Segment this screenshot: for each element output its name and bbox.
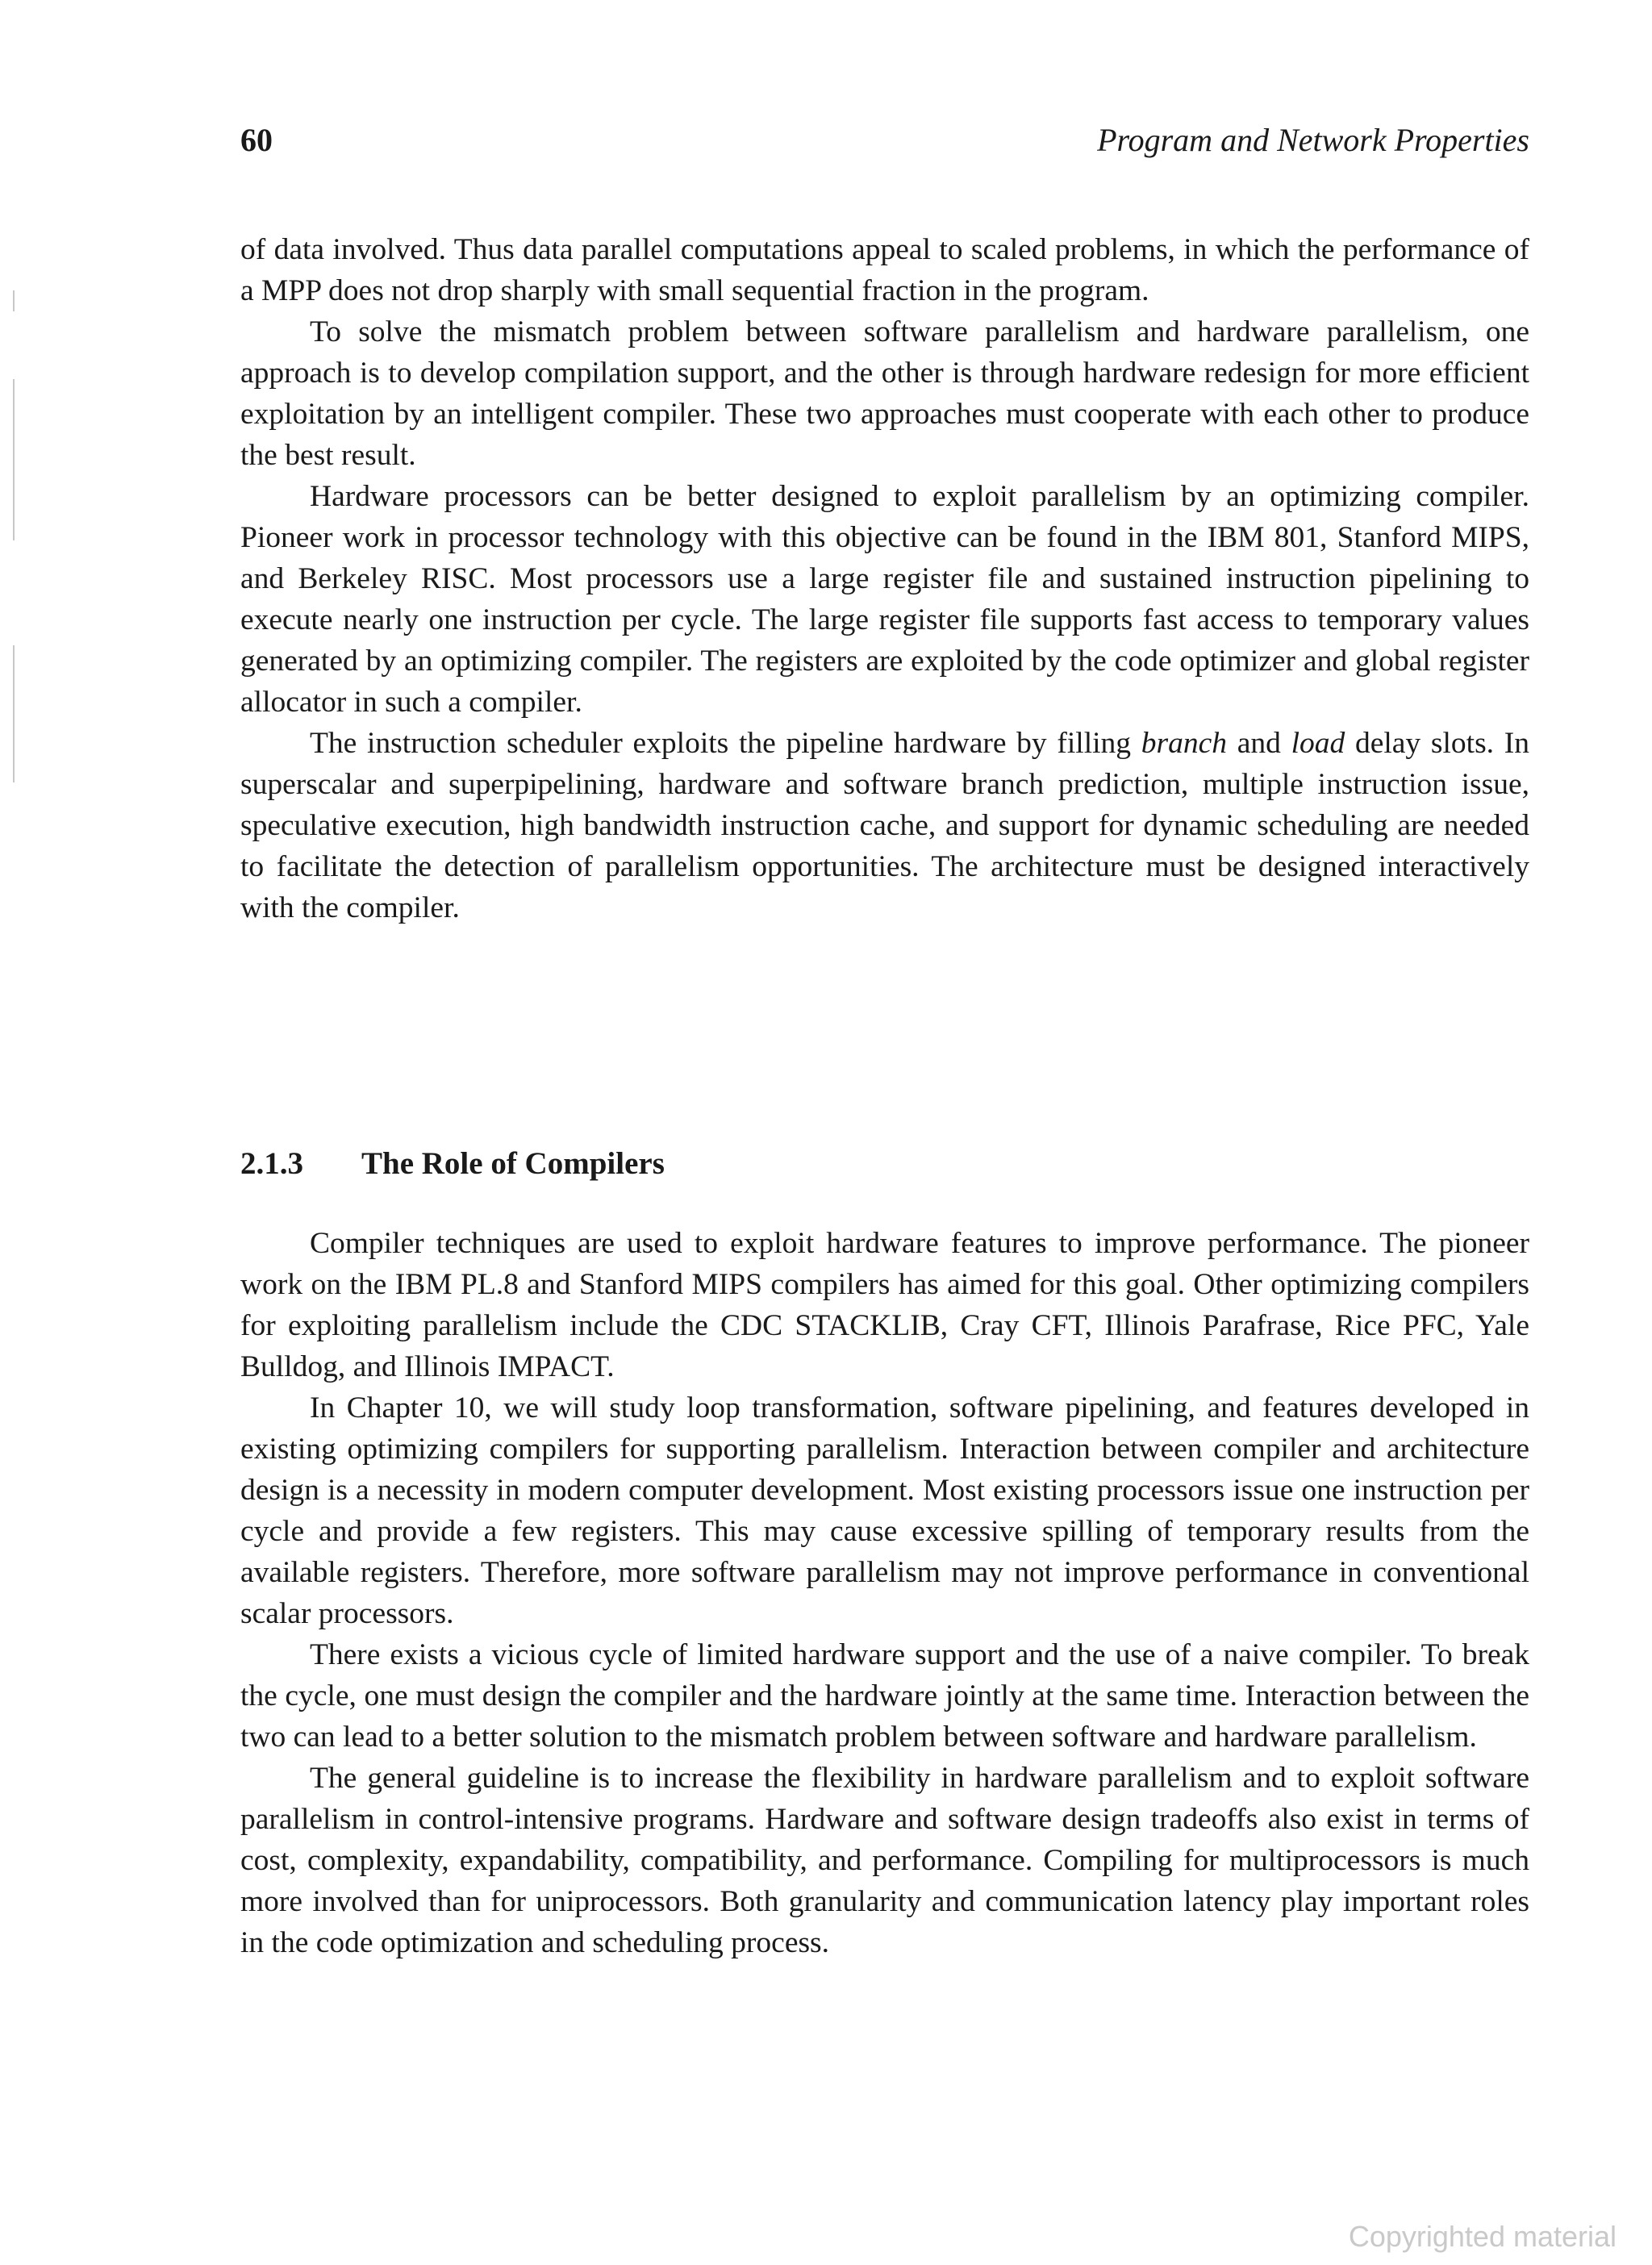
paragraph: The general guideline is to increase the flexibility in hardware parallelism and to exploit software parallelism in control-intensive programs. Hardware and software design tradeoffs also exist in terms of cost, complexity, expandability, compatibility, and performance. Compiling for multiprocessors is much more involved than for uniprocessors. Both granularity and communication latency play important roles in the code optimization and scheduling process. [240, 1762, 1529, 1959]
paragraph-scheduler [240, 723, 1529, 928]
section-number: 2.1.3 [240, 1146, 303, 1181]
text-run: The instruction scheduler exploits the pipeline hardware by filling [310, 727, 1141, 760]
paragraph: In Chapter 10, we will study loop transformation, software pipelining, and features developed in existing optimizing compilers for supporting parallelism. Interaction between compiler and architecture design is a necessity in modern computer development. Most existing processors issue one instruction per cycle and provide a few registers. This may cause excessive spilling of temporary results from the available registers. Therefore, more software parallelism may not improve performance in conventional scalar processors. [240, 1391, 1529, 1630]
copyright-watermark: Copyrighted material [1348, 2220, 1617, 2253]
margin-mark [13, 645, 15, 782]
section-heading [240, 1145, 1529, 1182]
running-title: Program and Network Properties [1097, 122, 1529, 158]
margin-mark [13, 290, 15, 311]
paragraph: Hardware processors can be better designed to exploit parallelism by an optimizing compiler. Pioneer work in processor technology with this objective can be found in the IBM 801, Stanford MIPS, and Berkeley RISC. Most processors use a large register file and sustained instruction pipelining to execute nearly one instruction per cycle. The large register file supports fast access to temporary values generated by an optimizing compiler. The registers are exploited by the code optimizer and global register allocator in such a compiler. [240, 480, 1529, 719]
margin-mark [13, 379, 15, 540]
paragraph: To solve the mismatch problem between software parallelism and hardware parallelism, one approach is to develop compilation support, and the other is through hardware redesign for more efficient exploitation by an intelligent compiler. These two approaches must cooperate with each other to produce the best result. [240, 315, 1529, 472]
emphasis-branch: branch [1141, 727, 1228, 760]
paragraph: Compiler techniques are used to exploit hardware features to improve performance. The pioneer work on the IBM PL.8 and Stanford MIPS compilers has aimed for this goal. Other optimizing compilers for exploiting parallelism include the CDC STACKLIB, Cray CFT, Illinois Parafrase, Rice PFC, Yale Bulldog, and Illinois IMPACT. [240, 1227, 1529, 1383]
paragraph: There exists a vicious cycle of limited hardware support and the use of a naive compiler. To break the cycle, one must design the compiler and the hardware jointly at the same time. Interaction between the two can lead to a better solution to the mismatch problem between software and hardware parallelism. [240, 1638, 1529, 1754]
page-number: 60 [240, 122, 273, 158]
text-run: and [1227, 727, 1291, 760]
text-run: delay slots. In superscalar and superpipelining, hardware and software branch prediction, multiple instruction issue, speculative execution, high bandwidth instruction cache, and support for dynamic scheduling are needed to facilitate the detection of parallelism opportunities. The architecture must be designed interactively with the compiler. [240, 727, 1529, 924]
section-title: The Role of Compilers [361, 1146, 665, 1181]
section-text [240, 1223, 1529, 1963]
intro-text [240, 229, 1529, 928]
emphasis-load: load [1291, 727, 1345, 760]
running-head [240, 121, 1529, 161]
paragraph: of data involved. Thus data parallel computations appeal to scaled problems, in which the performance of a MPP does not drop sharply with small sequential fraction in the program. [240, 233, 1529, 307]
